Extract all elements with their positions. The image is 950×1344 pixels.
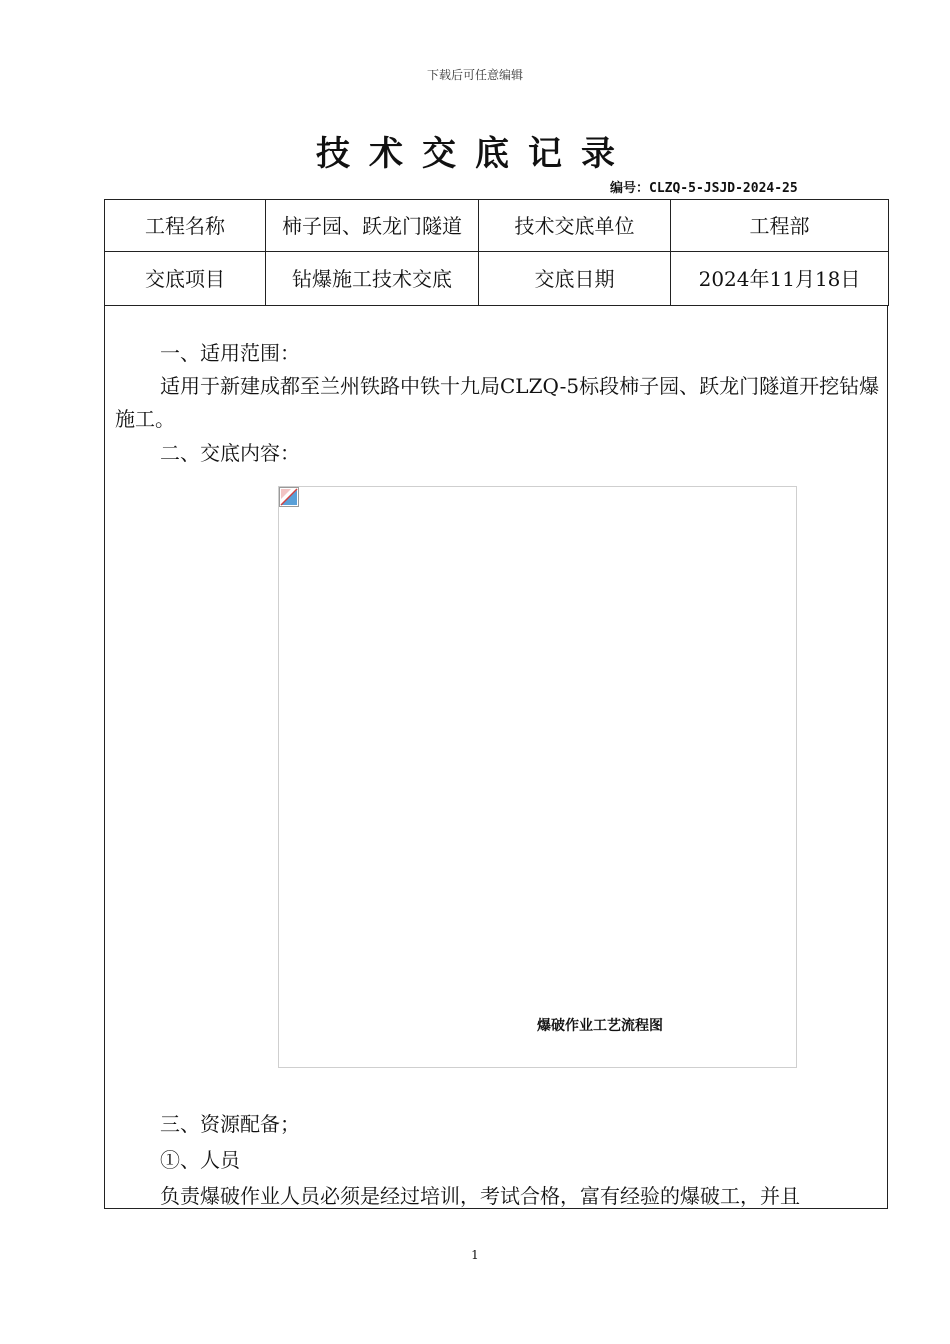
broken-image-icon: [279, 487, 299, 507]
briefing-unit-value: 工程部: [671, 200, 889, 252]
table-row: [105, 200, 889, 252]
briefing-date-value: 2024年11月18日: [671, 252, 889, 306]
section1-heading: 一、适用范围：: [160, 341, 300, 365]
table-row: [105, 252, 889, 306]
section1-body: 适用于新建成都至兰州铁路中铁十九局CLZQ-5标段柿子园、跃龙门隧道开挖钻爆施工。: [115, 374, 880, 431]
subsection1-heading: ①、人员: [160, 1148, 240, 1172]
document-number: 编号：CLZQ-5-JSJD-2024-25: [610, 181, 798, 196]
document-title: 技术交底记录: [316, 134, 634, 174]
subsection1-body: 负责爆破作业人员必须是经过培训，考试合格，富有经验的爆破工，并且: [160, 1184, 800, 1208]
info-table: [104, 199, 889, 306]
section2-heading: 二、交底内容：: [160, 441, 300, 465]
page-number: 1: [471, 1248, 479, 1262]
briefing-date-label: 交底日期: [479, 252, 671, 306]
briefing-item-value: 钻爆施工技术交底: [266, 252, 479, 306]
briefing-unit-label: 技术交底单位: [479, 200, 671, 252]
flowchart-figure: [278, 486, 797, 1068]
project-name-label: 工程名称: [105, 200, 266, 252]
briefing-item-label: 交底项目: [105, 252, 266, 306]
section3-heading: 三、资源配备；: [160, 1112, 300, 1136]
header-note: 下载后可任意编辑: [426, 68, 523, 82]
content-box: [104, 306, 888, 1209]
project-name-value: 柿子园、跃龙门隧道: [266, 200, 479, 252]
figure-caption: 爆破作业工艺流程图: [537, 1018, 663, 1034]
